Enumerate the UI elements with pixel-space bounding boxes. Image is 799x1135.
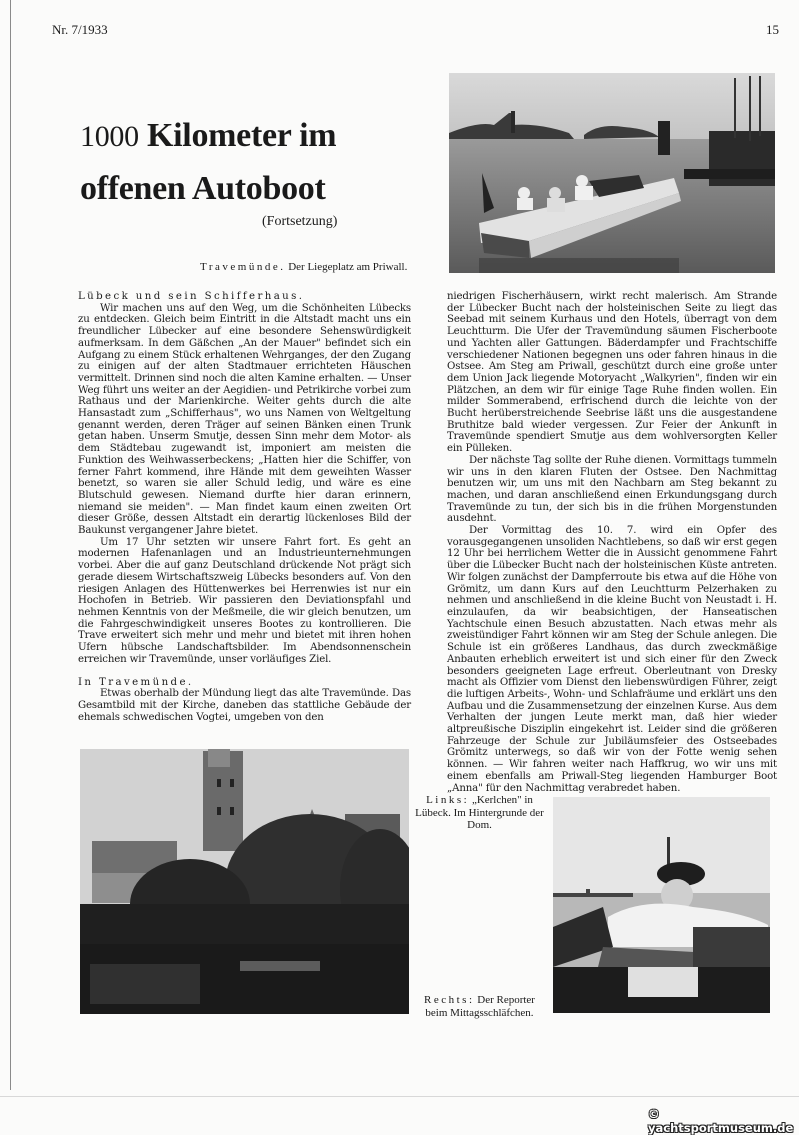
title-line-2: offenen Autoboot <box>80 170 326 207</box>
paragraph: Um 17 Uhr setzten wir unsere Fahrt fort. Es geht an modernen Hafenanlagen und an Industrieunternehmungen vorbei. Aber die auf ganz Deutschland drückende Not prägt sich gerade diesem Wirtschaftszweig Lübecks besonders auf. Von den riesigen Anlagen des Hüttenwerkes bei Herrenwies ist nur ein Hochofen in Betrieb. Wir passieren den Deviationspfahl und nehmen Kenntnis von der Meßmeile, die wir gleich benutzen, um die Fahrgeschwindigkeit unseres Bootes zu kontrollieren. Die Trave erweitert sich mehr und mehr und bietet mit ihren hohen Ufern hübsche Landschaftsbilder. Im Abendsonnenschein erreichen wir Travemünde, unser vorläufiges Ziel. <box>78 536 411 665</box>
text-column-right <box>447 291 777 794</box>
photo-caption-rechts: Rechts: Der Reporter beim Mittagsschläfchen. <box>424 994 535 1019</box>
scan-edge-line <box>10 0 11 1090</box>
copyright-watermark: © yachtsportmuseum.de <box>648 1107 794 1135</box>
paragraph: niedrigen Fischerhäusern, wirkt recht malerisch. Am Strande der Lübecker Bucht nach der holsteinischen Seite zu liegt das Seebad mit seinem Kurhaus und den Hotels, überragt von dem Leuchtturm. Die Ufer der Travemündung säumen Fischerboote und Yachten aller Gattungen. Bäderdampfer und Frachtschiffe verschiedener Nationen begegnen uns oder fahren hinaus in die Ostsee. Am Steg am Priwall, geschützt durch eine große unter dem Union Jack liegende Motoryacht „Walkyrien", finden wir ein Plätzchen, an dem wir für einige Tage Ruhe finden wollen. Ein milder Sommerabend, erfrischend durch die leichte von der Bucht herüberstreichende Seebrise läßt uns die ausgestandene Bruthitze bald wieder vergessen. Zur Feier der Ankunft in Travemünde spendiert Smutje aus dem wohlversorgten Keller ein Pülleken. <box>447 291 777 455</box>
photo-caption-travemuende: Travemünde. Der Liegeplatz am Priwall. <box>200 261 408 273</box>
photo-travemuende-boat <box>449 73 775 273</box>
article-subtitle: (Fortsetzung) <box>262 214 338 229</box>
paragraph: Etwas oberhalb der Mündung liegt das alte Travemünde. Das Gesamtbild mit der Kirche, daneben das stattliche Gebäude der ehemals schwedischen Vogtei, umgeben von den <box>78 688 411 723</box>
paragraph: Wir machen uns auf den Weg, um die Schönheiten Lübecks zu entdecken. Gleich beim Eintritt in die Altstadt macht uns ein freundlicher Lübecker auf eine besondere Sehenswürdigkeit aufmerksam. In dem Gäßchen „An der Mauer" befindet sich ein Aufgang zu einem Stück erhaltenen Wehrganges, der den Zugang zu einigen auf der alten Stadtmauer errichteten Häuschen vermittelt. Drinnen sind noch die alten Kamine erhalten. — Unser Weg führt uns weiter an der Aegidien- und Petrikirche vorbei zum Rathaus und der Marienkirche. Weiter gehts durch die alte Hansastadt zum „Schifferhaus", wo uns Namen von Weltgeltung genannt werden, deren Träger auf seinen Bänken einen Trunk getan haben. Unserm Smutje, dessen Sinn mehr dem Motor- als dem Städtebau zugewandt ist, imponiert am meisten die Funktion des Weihwasserbeckens; „Hatten hier die Schiffer, von ferner Fahrt kommend, ihre Hände mit dem geweihten Wasser benetzt, so waren sie aller Schuld ledig, und wäre es eine Blutschuld gewesen. Niemand durfte hier daran erinnern, niemand sie meiden". — Man findet kaum einen zweiten Ort dieser Größe, dessen Altstadt ein derartig lückenloses Bild der Baukunst vergangener Jahre bietet. <box>78 302 411 537</box>
photo-luebeck-kerlchen <box>80 749 409 1014</box>
paragraph: Der Vormittag des 10. 7. wird ein Opfer des vorausgegangenen unsoliden Nachtlebens, so daß wir erst gegen 12 Uhr bei herrlichem Wetter die in Aussicht genommene Fahrt über die Lübecker Bucht nach der holsteinischen Küste antreten. Wir folgen zunächst der Dampferroute bis etwa auf die Höhe von Grömitz, um dann Kurs auf den Leuchtturm Pelzerhaken zu nehmen und anschließend in die kleine Bucht von Neustadt i. H. einzulaufen, da wir beabsichtigen, der Hanseatischen Yachtschule einen Besuch abzustatten. Nach etwas mehr als zweistündiger Fahrt können wir am Steg der Schule anlegen. Die Schule ist ein größeres Landhaus, das durch zweckmäßige Anbauten erheblich erweitert ist und sich einer für den Zweck besonders geeigneten Lage erfreut. Oberleutnant von Dresky macht als Offizier vom Dienst den liebenswürdigen Führer, zeigt die luftigen Arbeits-, Wohn- und Schlafräume und erklärt uns den Aufbau und die Zusammensetzung der einzelnen Kurse. Aus dem Verhalten der jungen Leute merkt man, daß hier wieder altpreußische Disziplin eingekehrt ist. Leider sind die größeren Fahrzeuge der Schule zur Jubiläumsfeier des Ostseebades Grömitz unterwegs, so daß wir von der Fotte wenig sehen können. — Wir fahren weiter nach Haffkrug, wo wir uns mit einem ebenfalls am Priwall-Steg liegenden Hamburger Boot „Anna" für den Nachmittag verabredet haben. <box>447 525 777 794</box>
paragraph: Der nächste Tag sollte der Ruhe dienen. Vormittags tummeln wir uns in den klaren Fluten der Ostsee. Den Nachmittag benutzen wir, um uns mit den Nachbarn am Steg bekannt zu machen, und daran anschließend einen Erkundungsgang durch Travemünde zu tun, der sich bis in die frühen Morgenstunden ausdehnt. <box>447 454 777 525</box>
article-title <box>80 110 400 215</box>
reporter-boat-image <box>553 797 770 1013</box>
issue-number: Nr. 7/1933 <box>52 22 108 37</box>
section-heading: In Travemünde. <box>78 676 194 688</box>
photo-reporter-nap <box>553 797 770 1013</box>
church-river-image <box>80 749 409 1014</box>
section-heading: Lübeck und sein Schifferhaus. <box>78 291 305 302</box>
text-column-left <box>78 291 411 723</box>
boat-harbour-image <box>449 73 775 273</box>
title-line-1: 1000 Kilometer im <box>80 117 337 154</box>
photo-caption-links: Links: „Kerlchen" in Lübeck. Im Hintergrunde der Dom. <box>415 794 544 831</box>
scan-edge-line <box>0 1096 799 1097</box>
title-number: 1000 <box>80 120 139 153</box>
page-number: 15 <box>766 22 779 37</box>
